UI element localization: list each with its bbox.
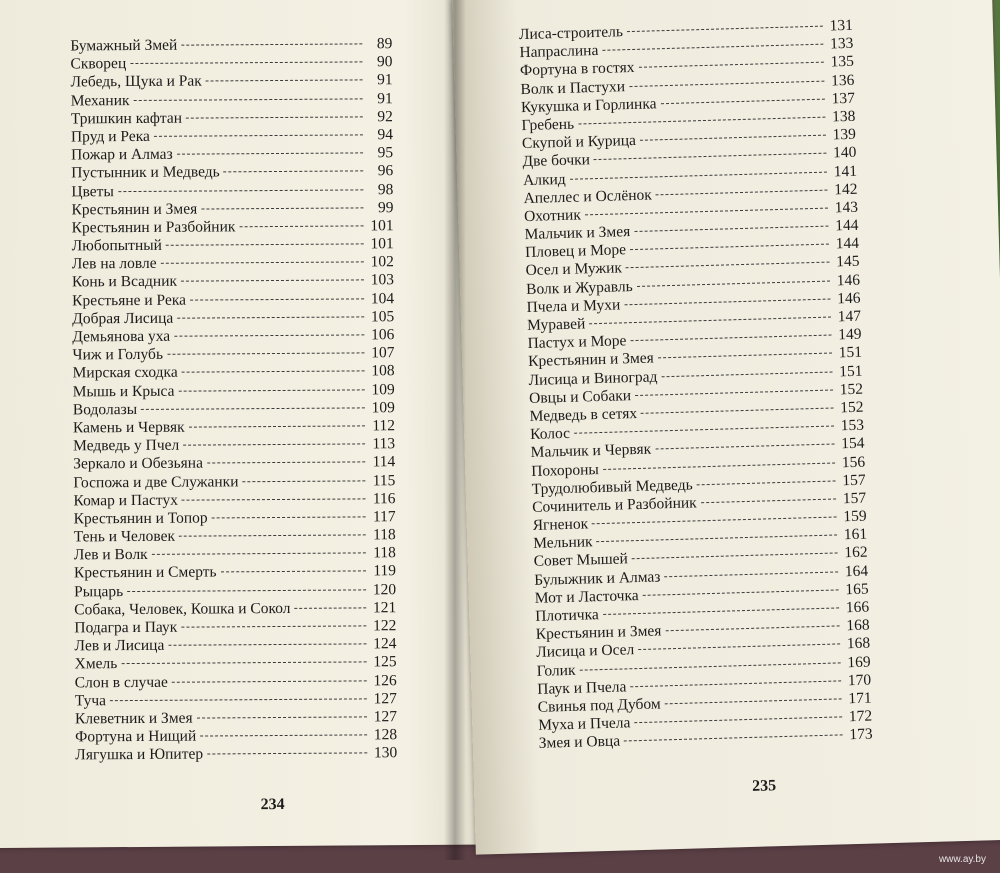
toc-dash-leader xyxy=(641,407,833,413)
toc-dash-leader xyxy=(197,716,367,718)
left-page-number: 234 xyxy=(260,795,285,814)
toc-entry-title: Лягушка и Юпитер xyxy=(75,745,204,764)
toc-entry-title: Конь и Всадник xyxy=(71,273,178,291)
toc-dash-leader xyxy=(630,244,829,251)
toc-entry-title: Фортуна в гостях xyxy=(519,59,635,80)
toc-entry xyxy=(74,526,396,546)
toc-dash-leader xyxy=(638,644,840,651)
toc-dash-leader xyxy=(154,134,363,136)
toc-entry-title: Лев на ловле xyxy=(71,255,157,273)
toc-dash-leader xyxy=(152,553,366,555)
toc-entry xyxy=(72,235,394,255)
toc-entry-title: Пловец и Море xyxy=(524,241,627,262)
toc-entry-title: Крестьяне и Река xyxy=(72,291,187,310)
toc-entry-title: Апеллес и Ослёнок xyxy=(523,186,653,207)
toc-entry-page: 170 xyxy=(847,671,872,689)
toc-dash-leader xyxy=(624,298,830,305)
toc-entry-page: 147 xyxy=(837,307,862,326)
toc-entry xyxy=(75,654,397,674)
toc-dash-leader xyxy=(603,462,835,469)
toc-entry-page: 131 xyxy=(829,16,854,35)
toc-entry-title: Камень и Червяк xyxy=(72,418,185,437)
toc-entry xyxy=(72,290,394,310)
toc-entry-page: 91 xyxy=(377,71,393,89)
toc-dash-leader xyxy=(168,644,366,646)
toc-dash-leader xyxy=(118,189,364,192)
toc-entry-page: 113 xyxy=(372,435,396,453)
toc-entry-title: Мельник xyxy=(532,533,593,553)
toc-entry-title: Крестьянин и Змея xyxy=(71,200,198,219)
toc-entry-page: 157 xyxy=(842,471,866,489)
toc-entry-title: Цветы xyxy=(71,182,114,200)
toc-dash-leader xyxy=(201,207,363,209)
toc-dash-leader xyxy=(570,171,827,179)
toc-entry-page: 91 xyxy=(377,89,393,107)
toc-entry-page: 173 xyxy=(849,725,873,744)
toc-dash-leader xyxy=(656,189,828,195)
toc-entry-title: Клеветник и Змея xyxy=(74,709,193,728)
toc-entry-title: Пруд и Река xyxy=(70,127,150,146)
toc-entry-title: Совет Мышей xyxy=(533,550,629,571)
toc-dash-leader xyxy=(239,225,363,227)
toc-entry-page: 112 xyxy=(372,417,396,435)
toc-entry-title: Мальчик и Змея xyxy=(524,223,631,244)
toc-entry-title: Медведь в сетях xyxy=(529,404,638,425)
toc-entry-page: 89 xyxy=(376,35,393,53)
toc-dash-leader xyxy=(661,98,825,104)
toc-entry-title: Лев и Лисица xyxy=(74,636,165,655)
toc-entry-page: 168 xyxy=(846,616,870,635)
toc-dash-leader xyxy=(589,317,831,325)
toc-dash-leader xyxy=(167,353,364,355)
toc-entry xyxy=(71,108,393,128)
toc-entry-title: Пчела и Мухи xyxy=(526,296,621,316)
toc-entry-page: 144 xyxy=(834,216,859,235)
toc-dash-leader xyxy=(585,207,828,215)
toc-dash-leader xyxy=(186,116,363,118)
toc-dash-leader xyxy=(592,517,836,525)
toc-entry-page: 109 xyxy=(371,380,395,398)
toc-entry-title: Гребень xyxy=(521,115,575,135)
toc-entry-page: 139 xyxy=(832,125,857,144)
toc-entry xyxy=(71,72,393,92)
toc-entry-page: 144 xyxy=(835,234,860,253)
toc-entry-page: 106 xyxy=(371,326,395,344)
toc-entry xyxy=(70,35,392,55)
toc-entry-page: 133 xyxy=(829,35,854,53)
toc-entry xyxy=(73,453,395,473)
toc-entry xyxy=(75,708,397,728)
toc-entry-title: Медведь у Пчел xyxy=(73,436,180,455)
toc-entry-title: Похороны xyxy=(530,460,600,480)
toc-entry-page: 99 xyxy=(377,198,394,216)
toc-dash-leader xyxy=(578,117,825,125)
toc-entry-page: 104 xyxy=(370,289,395,307)
toc-entry xyxy=(71,199,393,219)
toc-entry-page: 143 xyxy=(834,198,859,217)
toc-dash-leader xyxy=(626,262,830,269)
toc-entry-title: Чиж и Голубь xyxy=(72,345,164,364)
toc-entry-page: 135 xyxy=(830,53,855,71)
toc-entry-page: 171 xyxy=(848,689,872,708)
toc-dash-leader xyxy=(177,316,364,318)
toc-entry-page: 162 xyxy=(844,544,868,562)
toc-entry-page: 169 xyxy=(847,653,871,671)
toc-dash-leader xyxy=(579,662,840,670)
toc-entry-page: 121 xyxy=(372,598,397,617)
toc-dash-leader xyxy=(161,262,364,264)
toc-entry xyxy=(73,472,395,492)
toc-entry xyxy=(74,617,396,637)
toc-entry-page: 168 xyxy=(846,634,871,653)
toc-entry-title: Охотник xyxy=(523,206,582,225)
toc-entry-title: Лисица и Виноград xyxy=(528,367,658,389)
toc-entry-title: Мот и Ласточка xyxy=(534,586,639,607)
toc-entry xyxy=(71,163,393,183)
toc-entry-title: Крестьянин и Змея xyxy=(527,349,655,371)
toc-entry-page: 116 xyxy=(372,489,396,508)
left-page-contents xyxy=(70,35,397,765)
toc-entry-page: 136 xyxy=(830,71,855,90)
toc-dash-leader xyxy=(189,425,365,427)
toc-entry-page: 109 xyxy=(371,398,395,417)
toc-entry-title: Мышь и Крыса xyxy=(72,382,175,400)
toc-entry xyxy=(72,272,394,292)
toc-dash-leader xyxy=(635,389,833,396)
toc-entry-title: Фортуна и Нищий xyxy=(75,727,197,746)
toc-entry-page: 108 xyxy=(371,362,395,380)
toc-entry-title: Бумажный Змей xyxy=(70,36,178,55)
toc-entry-page: 151 xyxy=(839,362,863,380)
toc-entry-title: Кукушка и Горлинка xyxy=(520,95,657,116)
toc-dash-leader xyxy=(632,553,838,560)
toc-entry-title: Булыжник и Алмаз xyxy=(533,568,661,589)
toc-entry xyxy=(71,181,393,201)
toc-entry-page: 127 xyxy=(373,689,397,708)
toc-entry xyxy=(73,417,395,437)
toc-entry-page: 156 xyxy=(841,453,866,471)
toc-entry-page: 166 xyxy=(845,598,870,617)
toc-dash-leader xyxy=(602,44,823,51)
toc-entry-page: 90 xyxy=(376,53,393,71)
toc-entry-title: Волк и Пастухи xyxy=(520,77,626,98)
toc-dash-leader xyxy=(597,535,838,543)
toc-entry-page: 164 xyxy=(844,562,869,580)
toc-dash-leader xyxy=(697,480,836,485)
toc-entry-page: 154 xyxy=(841,434,865,453)
toc-entry-page: 137 xyxy=(831,89,856,108)
toc-entry-title: Трудолюбивый Медведь xyxy=(531,476,693,498)
toc-dash-leader xyxy=(182,498,366,500)
toc-dash-leader xyxy=(183,444,365,446)
toc-entry-page: 149 xyxy=(838,325,862,344)
toc-entry-page: 118 xyxy=(373,544,396,562)
toc-dash-leader xyxy=(206,80,363,82)
toc-dash-leader xyxy=(603,607,839,615)
toc-dash-leader xyxy=(221,571,366,573)
watermark: www.ay.by xyxy=(938,854,986,865)
toc-entry xyxy=(73,399,395,419)
toc-entry-title: Добрая Лисица xyxy=(72,309,174,328)
toc-dash-leader xyxy=(242,480,365,482)
toc-entry-title: Крестьянин и Разбойник xyxy=(71,218,236,237)
toc-entry-title: Крестьянин и Змея xyxy=(535,622,662,644)
toc-entry-title: Хмель xyxy=(74,655,118,673)
toc-dash-leader xyxy=(182,371,365,373)
toc-entry-page: 157 xyxy=(842,489,867,508)
toc-entry-page: 94 xyxy=(377,126,394,144)
toc-entry-title: Змея и Овца xyxy=(538,732,621,753)
toc-entry xyxy=(73,381,395,401)
toc-entry-page: 92 xyxy=(377,107,393,126)
toc-entry xyxy=(74,581,396,601)
toc-entry xyxy=(73,435,395,455)
toc-entry-title: Комар и Пастух xyxy=(73,491,178,510)
toc-entry-title: Плотичка xyxy=(535,606,599,625)
right-page xyxy=(452,0,1000,855)
toc-entry xyxy=(71,126,393,146)
book-spine-shadow xyxy=(444,0,466,860)
toc-entry-page: 152 xyxy=(840,398,864,417)
toc-dash-leader xyxy=(661,371,832,377)
toc-entry-page: 117 xyxy=(372,508,396,526)
toc-entry-title: Колос xyxy=(529,425,571,444)
toc-entry-page: 140 xyxy=(832,144,857,162)
toc-dash-leader xyxy=(634,226,828,232)
toc-entry-page: 145 xyxy=(835,253,860,271)
toc-entry-page: 95 xyxy=(377,144,394,162)
toc-entry-page: 122 xyxy=(373,617,397,635)
toc-entry xyxy=(72,344,394,364)
toc-dash-leader xyxy=(174,334,364,336)
toc-entry xyxy=(71,144,393,164)
toc-dash-leader xyxy=(624,735,843,742)
toc-dash-leader xyxy=(638,62,823,68)
toc-entry-title: Лебедь, Щука и Рак xyxy=(70,72,202,91)
toc-dash-leader xyxy=(190,298,364,300)
toc-entry-title: Две бочки xyxy=(522,151,591,171)
toc-entry-title: Волк и Журавль xyxy=(525,277,633,298)
toc-entry-title: Пустынник и Медведь xyxy=(71,163,220,182)
toc-entry-title: Осел и Мужик xyxy=(525,259,623,280)
toc-entry-page: 130 xyxy=(373,744,398,762)
toc-entry-title: Овцы и Собаки xyxy=(528,386,632,407)
toc-dash-leader xyxy=(658,353,832,359)
toc-entry xyxy=(74,635,396,655)
toc-entry-title: Муха и Пчела xyxy=(538,714,631,734)
toc-entry-page: 127 xyxy=(373,708,398,726)
toc-entry-page: 152 xyxy=(839,380,864,399)
toc-dash-leader xyxy=(637,280,830,286)
toc-entry xyxy=(72,308,394,328)
toc-dash-leader xyxy=(141,407,365,410)
toc-entry-page: 101 xyxy=(370,235,394,253)
toc-entry-title: Подагра и Паук xyxy=(74,618,178,637)
toc-dash-leader xyxy=(574,426,834,434)
toc-entry-page: 120 xyxy=(372,580,397,598)
toc-entry-title: Лев и Волк xyxy=(73,546,148,564)
toc-entry-title: Муравей xyxy=(526,315,586,335)
toc-dash-leader xyxy=(594,153,827,160)
toc-entry-page: 114 xyxy=(372,453,396,471)
toc-dash-leader xyxy=(664,571,838,577)
toc-entry-title: Туча xyxy=(74,691,107,710)
toc-entry xyxy=(72,253,394,273)
toc-entry xyxy=(73,490,395,510)
right-page-contents xyxy=(519,17,873,754)
toc-entry-page: 101 xyxy=(370,217,394,235)
toc-dash-leader xyxy=(121,662,366,665)
toc-entry-page: 153 xyxy=(840,416,865,435)
toc-dash-leader xyxy=(212,516,366,518)
toc-entry-page: 115 xyxy=(372,471,396,489)
toc-dash-leader xyxy=(177,153,363,155)
toc-entry-title: Пожар и Алмаз xyxy=(71,145,173,164)
toc-entry xyxy=(75,726,397,746)
toc-entry-title: Тришкин кафтан xyxy=(70,109,183,128)
toc-dash-leader xyxy=(181,280,364,282)
toc-dash-leader xyxy=(629,80,824,86)
toc-dash-leader xyxy=(665,698,842,704)
toc-entry-title: Госпожа и две Служанки xyxy=(73,472,239,491)
toc-entry-title: Скупой и Курица xyxy=(521,132,637,153)
toc-dash-leader xyxy=(701,498,836,503)
toc-dash-leader xyxy=(130,62,362,65)
toc-entry-title: Тень и Человек xyxy=(73,527,176,546)
toc-dash-leader xyxy=(179,534,366,536)
toc-entry xyxy=(75,744,397,764)
toc-entry-page: 96 xyxy=(377,162,394,180)
toc-entry-title: Алкид xyxy=(522,170,566,189)
toc-entry xyxy=(72,217,394,237)
toc-entry-page: 165 xyxy=(845,580,869,599)
toc-dash-leader xyxy=(630,680,841,687)
toc-dash-leader xyxy=(178,389,364,391)
toc-dash-leader xyxy=(166,243,364,245)
toc-entry-title: Собака, Человек, Кошка и Сокол xyxy=(74,599,291,619)
toc-entry-title: Слон в случае xyxy=(74,673,168,691)
toc-entry-title: Рыцарь xyxy=(74,582,124,601)
toc-dash-leader xyxy=(643,589,839,595)
toc-entry-page: 138 xyxy=(831,107,856,126)
toc-entry xyxy=(74,544,396,564)
toc-entry-page: 146 xyxy=(837,289,861,308)
toc-dash-leader xyxy=(200,735,367,737)
toc-entry xyxy=(70,53,392,73)
toc-entry-page: 107 xyxy=(371,344,395,362)
toc-entry-title: Лиса-строитель xyxy=(518,23,624,44)
toc-entry-page: 161 xyxy=(843,525,868,544)
toc-entry xyxy=(72,326,394,346)
toc-entry-title: Крестьянин и Смерть xyxy=(73,563,217,582)
toc-entry-title: Лисица и Осел xyxy=(536,641,635,662)
toc-entry xyxy=(74,563,396,583)
toc-entry-title: Голик xyxy=(536,661,576,680)
toc-entry-title: Водолазы xyxy=(72,400,138,419)
toc-entry-page: 102 xyxy=(370,253,394,271)
toc-entry-title: Любопытный xyxy=(71,236,162,255)
toc-dash-leader xyxy=(207,462,365,464)
toc-dash-leader xyxy=(181,43,362,45)
toc-entry-title: Сочинитель и Разбойник xyxy=(531,494,697,516)
toc-entry-page: 126 xyxy=(373,671,397,689)
toc-entry-page: 128 xyxy=(373,726,398,744)
toc-dash-leader xyxy=(640,135,826,141)
toc-entry-page: 141 xyxy=(833,162,858,180)
toc-dash-leader xyxy=(224,171,364,173)
toc-dash-leader xyxy=(294,607,366,609)
right-page-number: 235 xyxy=(751,777,777,795)
toc-dash-leader xyxy=(110,698,367,701)
toc-entry-title: Демьянова уха xyxy=(72,327,171,346)
toc-dash-leader xyxy=(634,717,842,724)
toc-entry-page: 151 xyxy=(838,344,863,362)
toc-entry-title: Паук и Пчела xyxy=(537,678,627,698)
toc-dash-leader xyxy=(627,26,823,32)
toc-entry-page: 118 xyxy=(372,526,396,544)
toc-entry-page: 124 xyxy=(373,635,397,653)
toc-entry-title: Пастух и Море xyxy=(527,332,627,353)
toc-entry xyxy=(74,508,396,528)
toc-entry-page: 159 xyxy=(843,507,867,526)
toc-entry-title: Мирская сходка xyxy=(72,364,178,382)
toc-entry-page: 98 xyxy=(377,180,394,198)
toc-entry-page: 119 xyxy=(373,562,397,580)
left-page xyxy=(0,0,511,848)
toc-entry-page: 125 xyxy=(373,653,397,671)
toc-dash-leader xyxy=(134,98,363,101)
toc-dash-leader xyxy=(172,680,367,682)
toc-entry-title: Ягненок xyxy=(532,515,589,535)
toc-dash-leader xyxy=(665,626,839,632)
toc-entry xyxy=(71,90,393,110)
toc-entry-title: Зеркало и Обезьяна xyxy=(73,454,203,473)
toc-dash-leader xyxy=(630,335,831,342)
toc-dash-leader xyxy=(127,589,366,592)
toc-entry xyxy=(75,690,397,710)
toc-entry-title: Мальчик и Червяк xyxy=(530,440,652,462)
toc-entry-title: Крестьянин и Топор xyxy=(73,509,208,528)
toc-entry-title: Механик xyxy=(70,91,130,110)
toc-entry-page: 103 xyxy=(370,271,395,289)
toc-entry-title: Скворец xyxy=(70,55,127,73)
toc-entry xyxy=(73,363,395,383)
toc-dash-leader xyxy=(207,753,367,755)
toc-entry xyxy=(75,672,397,692)
toc-entry xyxy=(74,599,396,619)
toc-entry-page: 172 xyxy=(848,707,873,726)
toc-dash-leader xyxy=(655,444,834,450)
toc-entry-page: 142 xyxy=(833,180,858,199)
toc-entry-title: Свинья под Дубом xyxy=(537,695,661,716)
toc-entry-page: 146 xyxy=(836,271,861,289)
toc-dash-leader xyxy=(181,625,366,627)
toc-entry-title: Напраслина xyxy=(519,42,599,62)
toc-entry-page: 105 xyxy=(370,307,395,326)
